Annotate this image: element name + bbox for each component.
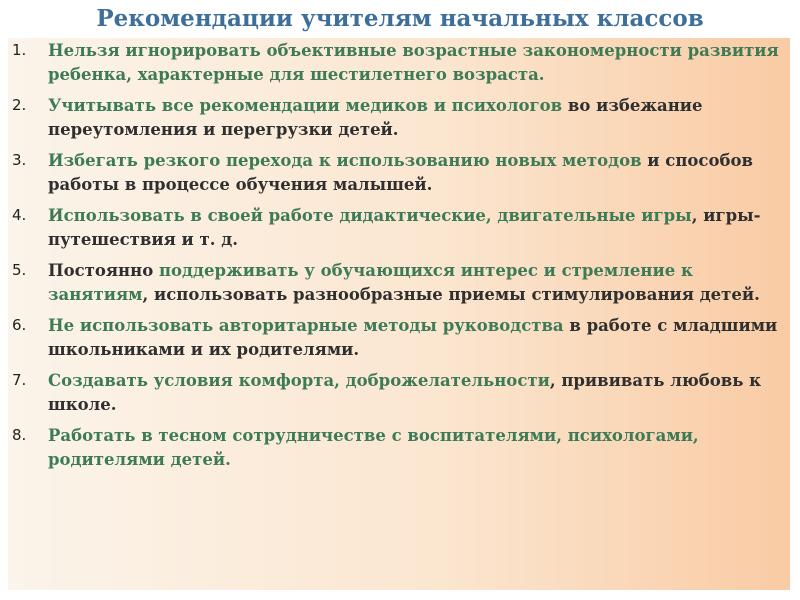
item-text: и способов работы в процессе обучения малышей. xyxy=(48,151,753,194)
list-item xyxy=(8,39,790,86)
list-item xyxy=(8,259,790,306)
list-item xyxy=(8,369,790,416)
highlighted-text: Создавать условия комфорта, доброжелательности xyxy=(48,371,550,390)
list-item xyxy=(8,149,790,196)
highlighted-text: Нельзя игнорировать объективные возрастные закономерности развития ребенка, характерные для шестилетнего возраста. xyxy=(48,41,779,84)
highlighted-text: поддерживать у обучающихся интерес и стремление к занятиям xyxy=(48,261,693,304)
item-number: 3. xyxy=(12,151,27,169)
item-number: 6. xyxy=(12,316,27,334)
list-item xyxy=(8,424,790,471)
list-item xyxy=(8,204,790,251)
highlighted-text: Использовать в своей работе дидактические, двигательные игры xyxy=(48,206,692,225)
item-number: 2. xyxy=(12,96,27,114)
item-text: , использовать разнообразные приемы стимулирования детей. xyxy=(142,284,760,304)
item-text: Постоянно xyxy=(48,261,159,280)
slide-title: Рекомендации учителям начальных классов xyxy=(96,5,704,32)
item-text: во избежание переутомления и перегрузки детей. xyxy=(48,96,703,139)
item-number: 7. xyxy=(12,371,27,389)
highlighted-text: Избегать резкого перехода к использованию новых методов xyxy=(48,151,642,170)
highlighted-text: Учитывать все рекомендации медиков и психологов xyxy=(48,96,563,115)
item-number: 1. xyxy=(12,41,27,59)
item-number: 5. xyxy=(12,261,27,279)
list-item xyxy=(8,94,790,141)
item-text: в работе с младшими школьниками и их родителями. xyxy=(48,316,778,359)
item-number: 4. xyxy=(12,206,27,224)
highlighted-text: Работать в тесном сотрудничестве с воспитателями, психологами, родителями детей. xyxy=(48,426,699,469)
content-panel xyxy=(8,38,790,590)
item-text: , игры-путешествия и т. д. xyxy=(48,206,761,249)
item-text: , прививать любовь к школе. xyxy=(48,371,762,414)
list-item xyxy=(8,314,790,361)
recommendations-list xyxy=(8,39,790,471)
item-number: 8. xyxy=(12,426,27,444)
highlighted-text: Не использовать авторитарные методы руководства xyxy=(48,316,564,335)
